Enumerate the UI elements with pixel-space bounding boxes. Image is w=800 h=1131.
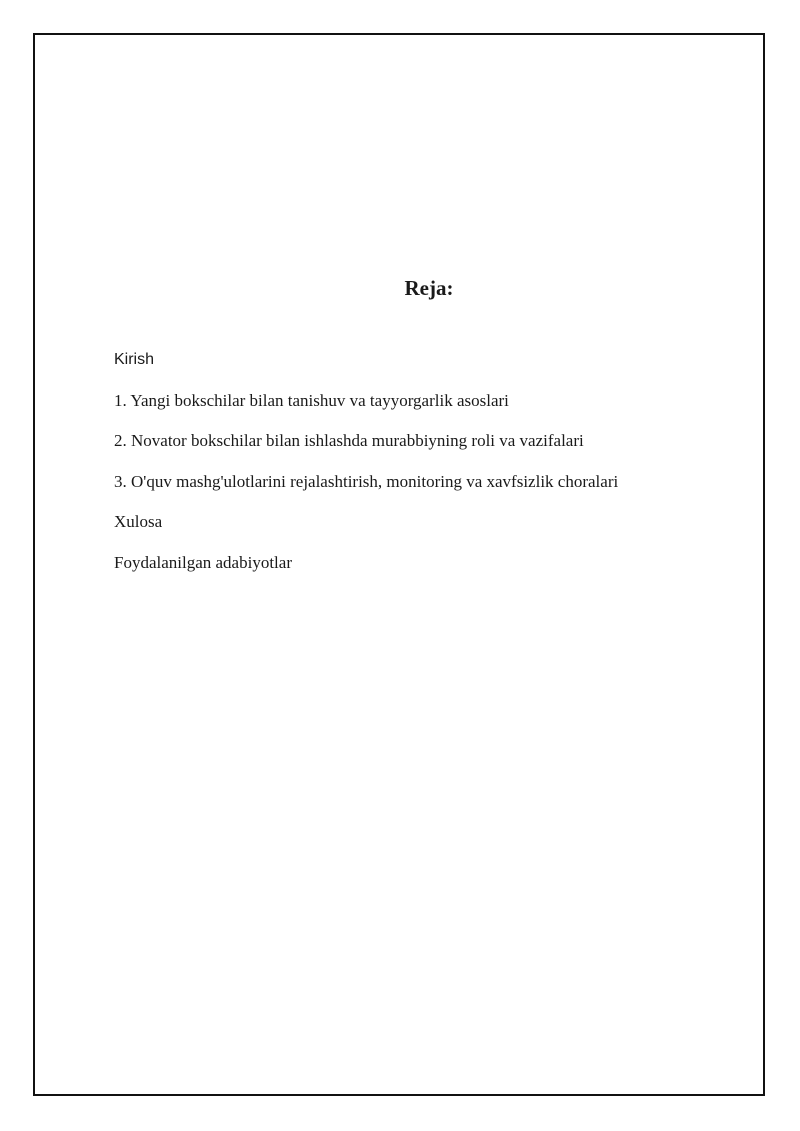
- table-of-contents: [114, 349, 618, 592]
- toc-item-references: Foydalanilgan adabiyotlar: [114, 552, 292, 572]
- toc-item-section-3: 3. O'quv mashg'ulotlarini rejalashtirish, monitoring va xavfsizlik choralari: [114, 471, 619, 491]
- toc-item-section-2: 2. Novator bokschilar bilan ishlashda murabbiyning roli va vazifalari: [114, 431, 584, 450]
- toc-item-introduction: Kirish: [114, 351, 155, 368]
- page-title: Reja:: [404, 276, 454, 300]
- toc-item-section-1: 1. Yangi bokschilar bilan tanishuv va tayyorgarlik asoslari: [114, 390, 509, 410]
- toc-item-conclusion: Xulosa: [114, 512, 163, 531]
